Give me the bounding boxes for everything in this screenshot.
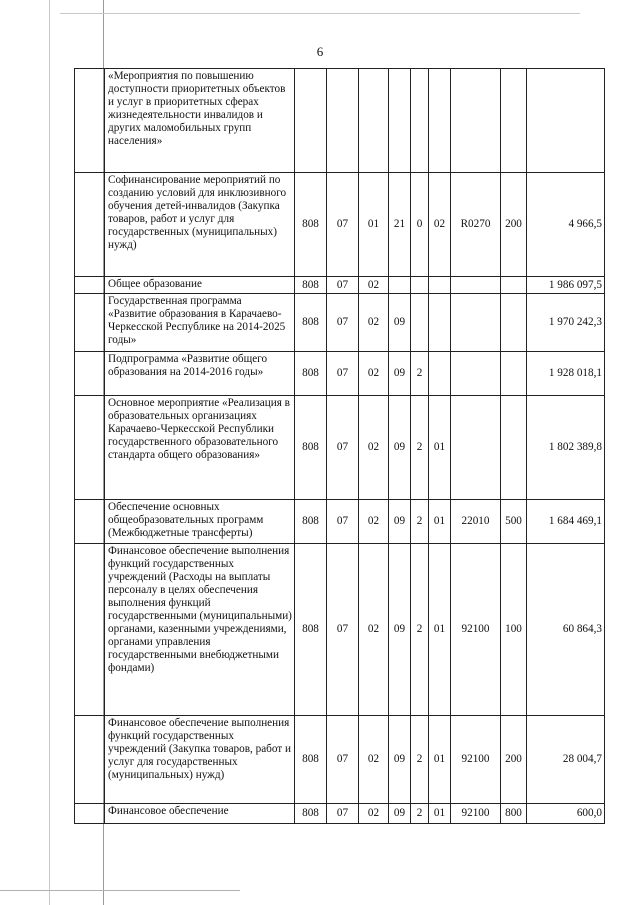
cell-program-code: 09 [389,352,411,396]
cell-amount: 1 986 097,5 [527,277,605,294]
cell-subsection-code: 02 [359,500,389,544]
table-row [75,804,605,824]
cell-expense-type-code: 500 [501,500,527,544]
cell-section-code: 07 [327,396,359,500]
page-number: 6 [316,44,324,59]
cell-direction-code [451,352,501,396]
cell-subprogram-code: 2 [411,804,429,824]
cell-direction-code [451,396,501,500]
cell-direction-code: 22010 [451,500,501,544]
cell-name: Финансовое обеспечение выполнения функций государственных учреждений (Закупка товаров, работ и услуг для государственных (муниципальных) нужд) [105,716,295,804]
cell-direction-code: 92100 [451,804,501,824]
cell-direction-code: 92100 [451,544,501,716]
cell-section-code [327,69,359,173]
budget-table [74,68,605,824]
cell-name: Общее образование [105,277,295,294]
cell-blank [75,544,105,716]
cell-direction-code [451,294,501,352]
cell-ved-code: 808 [295,277,327,294]
cell-section-code: 07 [327,500,359,544]
cell-program-code: 09 [389,544,411,716]
cell-name: Подпрограмма «Развитие общего образования на 2014-2016 годы» [105,352,295,396]
cell-subprogram-code [411,277,429,294]
cell-amount: 60 864,3 [527,544,605,716]
cell-expense-type-code [501,277,527,294]
cell-amount: 1 684 469,1 [527,500,605,544]
cell-amount: 1 970 242,3 [527,294,605,352]
cell-name: «Мероприятия по повышению доступности приоритетных объектов и услуг в приоритетных сферах жизнедеятельности инвалидов и других маломобильных групп населения» [105,69,295,173]
table-row [75,69,605,173]
cell-amount: 1 802 389,8 [527,396,605,500]
cell-activity-code: 01 [429,500,451,544]
table-row [75,396,605,500]
table-row [75,277,605,294]
cell-subsection-code: 01 [359,173,389,277]
cell-direction-code: 92100 [451,716,501,804]
cell-subprogram-code: 2 [411,396,429,500]
table-row [75,294,605,352]
cell-subsection-code: 02 [359,544,389,716]
cell-program-code: 09 [389,804,411,824]
cell-name: Государственная программа «Развитие образования в Карачаево-Черкесской Республике на 2014-2025 годы» [105,294,295,352]
table-body [75,69,605,824]
cell-activity-code: 01 [429,544,451,716]
cell-blank [75,352,105,396]
cell-subsection-code: 02 [359,396,389,500]
cell-name: Обеспечение основных общеобразовательных программ (Межбюджетные трансферты) [105,500,295,544]
scan-artifact-left-edge-line [49,0,50,905]
cell-expense-type-code: 200 [501,716,527,804]
cell-program-code [389,69,411,173]
cell-direction-code: R0270 [451,173,501,277]
cell-expense-type-code [501,294,527,352]
cell-ved-code: 808 [295,352,327,396]
cell-activity-code: 01 [429,804,451,824]
cell-subprogram-code [411,69,429,173]
scan-artifact-bottom-line [0,890,240,891]
cell-ved-code: 808 [295,804,327,824]
cell-blank [75,804,105,824]
cell-section-code: 07 [327,294,359,352]
cell-section-code: 07 [327,277,359,294]
cell-subprogram-code: 2 [411,352,429,396]
cell-program-code [389,277,411,294]
cell-activity-code [429,277,451,294]
cell-subprogram-code: 2 [411,500,429,544]
cell-blank [75,294,105,352]
cell-program-code: 21 [389,173,411,277]
cell-section-code: 07 [327,352,359,396]
cell-ved-code: 808 [295,716,327,804]
cell-subsection-code: 02 [359,716,389,804]
cell-expense-type-code: 100 [501,544,527,716]
cell-subsection-code: 02 [359,294,389,352]
cell-ved-code: 808 [295,294,327,352]
cell-section-code: 07 [327,716,359,804]
cell-blank [75,396,105,500]
cell-blank [75,277,105,294]
cell-activity-code [429,352,451,396]
cell-blank [75,500,105,544]
cell-subprogram-code: 0 [411,173,429,277]
table-row [75,544,605,716]
table-row [75,352,605,396]
cell-amount: 28 004,7 [527,716,605,804]
cell-blank [75,69,105,173]
cell-expense-type-code: 200 [501,173,527,277]
cell-expense-type-code: 800 [501,804,527,824]
cell-amount: 1 928 018,1 [527,352,605,396]
cell-program-code: 09 [389,716,411,804]
cell-direction-code [451,277,501,294]
cell-program-code: 09 [389,396,411,500]
table-row [75,173,605,277]
cell-ved-code [295,69,327,173]
cell-direction-code [451,69,501,173]
cell-blank [75,173,105,277]
cell-activity-code: 01 [429,716,451,804]
cell-amount: 4 966,5 [527,173,605,277]
cell-expense-type-code [501,352,527,396]
cell-section-code: 07 [327,173,359,277]
cell-activity-code [429,294,451,352]
cell-subprogram-code [411,294,429,352]
cell-activity-code: 01 [429,396,451,500]
cell-subsection-code [359,69,389,173]
cell-expense-type-code [501,69,527,173]
cell-section-code: 07 [327,544,359,716]
cell-subsection-code: 02 [359,352,389,396]
cell-subprogram-code: 2 [411,716,429,804]
cell-section-code: 07 [327,804,359,824]
scan-artifact-top-line [60,13,580,14]
table-row [75,500,605,544]
cell-activity-code [429,69,451,173]
cell-program-code: 09 [389,294,411,352]
cell-name: Основное мероприятие «Реализация в образовательных организациях Карачаево-Черкесской Республики государственного образовательного стандарта общего образования» [105,396,295,500]
cell-name: Финансовое обеспечение [105,804,295,824]
cell-blank [75,716,105,804]
cell-ved-code: 808 [295,500,327,544]
cell-program-code: 09 [389,500,411,544]
cell-activity-code: 02 [429,173,451,277]
cell-name: Софинансирование мероприятий по созданию условий для инклюзивного обучения детей-инвалидов (Закупка товаров, работ и услуг для государственных (муниципальных) нужд) [105,173,295,277]
table-row [75,716,605,804]
cell-ved-code: 808 [295,173,327,277]
cell-subsection-code: 02 [359,277,389,294]
cell-amount [527,69,605,173]
cell-name: Финансовое обеспечение выполнения функций государственных учреждений (Расходы на выплаты персоналу в целях обеспечения выполнения функций государственными (муниципальными) органами, казенными учреждениями, органами управления государственными внебюджетными фондами) [105,544,295,716]
cell-ved-code: 808 [295,544,327,716]
cell-ved-code: 808 [295,396,327,500]
cell-expense-type-code [501,396,527,500]
cell-subprogram-code: 2 [411,544,429,716]
cell-amount: 600,0 [527,804,605,824]
cell-subsection-code: 02 [359,804,389,824]
